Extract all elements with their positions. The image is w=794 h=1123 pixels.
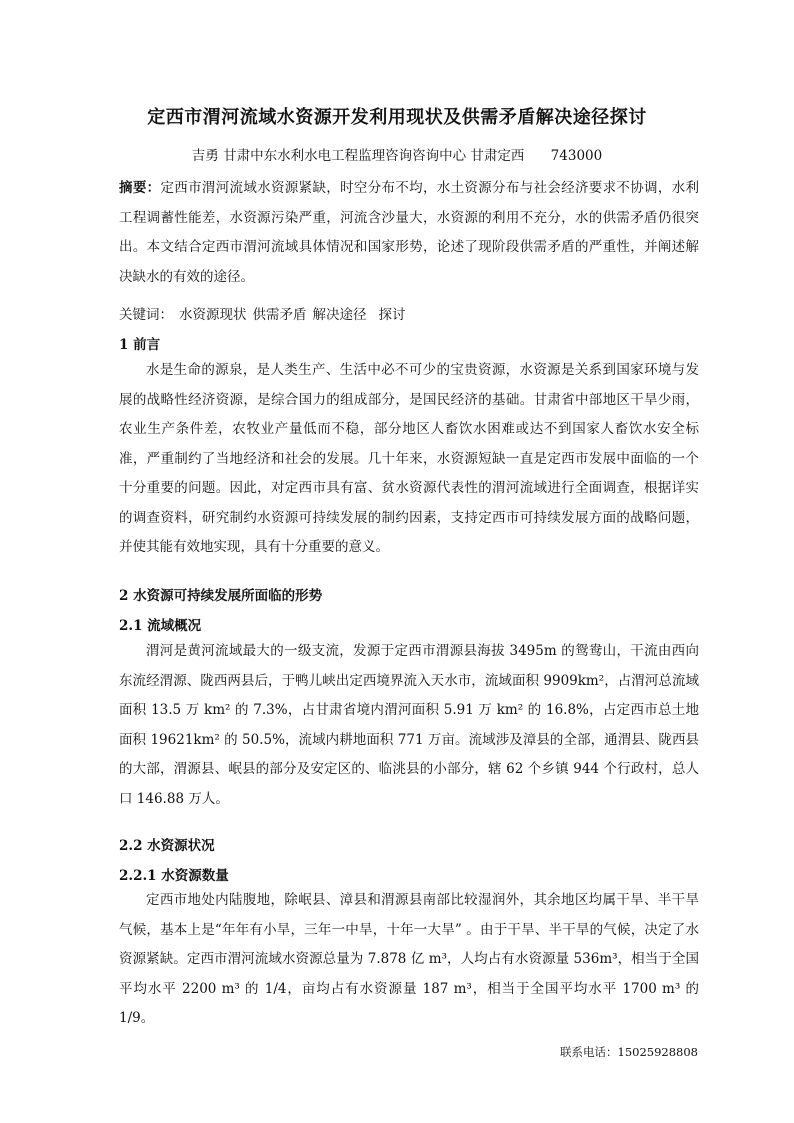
paragraph: 渭河是黄河流域最大的一级支流，发源于定西市渭源县海拔 3495m 的鸳鸯山，干流由西向东流经渭源、陇西两县后，于鸭儿峡出定西境界流入天水市，流域面积 9909km²，占渭河总流域面积 13.5 万 km² 的 7.3%，占甘肃省境内渭河面积 5.91 万 km² 的 16.8%，占定西市总土地面积 19621km² 的 50.5%，流域内耕地面积 771 万亩。流域涉及漳县的全部，通渭县、陇西县的大部，渭源县、岷县的部分及安定区的、临洮县的小部分，辖 62 个乡镇 944 个行政村，总人口 146.88 万人。 bbox=[119, 643, 699, 807]
section-2-2-1-body bbox=[119, 886, 699, 1034]
section-heading-2-2: 2.2 水资源状况 bbox=[119, 838, 215, 854]
section-heading-2-2-1: 2.2.1 水资源数量 bbox=[119, 868, 229, 884]
abstract-text: 定西市渭河流域水资源紧缺，时空分布不均，水土资源分布与社会经济要求不协调，水利工程调蓄性能差，水资源污染严重，河流含沙量大，水资源的利用不充分，水的供需矛盾仍很突出。本文结合定西市渭河流域具体情况和国家形势，论述了现阶段供需矛盾的严重性，并阐述解决缺水的有效的途径。 bbox=[119, 180, 700, 285]
author-location: 甘肃定西 bbox=[470, 148, 525, 164]
keyword-item: 供需矛盾 bbox=[252, 307, 307, 323]
author-postcode: 743000 bbox=[550, 148, 603, 164]
contact-phone: 联系电话：15025928808 bbox=[560, 1045, 698, 1059]
abstract-label: 摘要： bbox=[119, 180, 161, 196]
keyword-item: 解决途径 bbox=[312, 307, 367, 323]
author-byline bbox=[0, 144, 794, 164]
section-heading-1: 1 前言 bbox=[119, 337, 161, 353]
paragraph: 水是生命的源泉，是人类生产、生活中必不可少的宝贵资源，水资源是关系到国家环境与发展的战略性经济资源，是综合国力的组成部分，是国民经济的基础。甘肃省中部地区干旱少雨，农业生产条件差，农牧业产量低而不稳，部分地区人畜饮水困难或达不到国家人畜饮水安全标准，严重制约了当地经济和社会的发展。几十年来，水资源短缺一直是定西市发展中面临的一个十分重要的问题。因此，对定西市具有富、贫水资源代表性的渭河流域进行全面调查，根据详实的调查资料，研究制约水资源可持续发展的制约因素，支持定西市可持续发展方面的战略问题，并使其能有效地实现，具有十分重要的意义。 bbox=[119, 362, 699, 555]
section-1-body bbox=[119, 356, 699, 563]
keyword-item: 水资源现状 bbox=[179, 307, 247, 323]
keyword-item: 探讨 bbox=[378, 307, 406, 323]
paper-title: 定西市渭河流域水资源开发利用现状及供需矛盾解决途径探讨 bbox=[147, 107, 647, 128]
keywords bbox=[119, 303, 406, 323]
author-name: 吉勇 bbox=[191, 148, 219, 164]
abstract bbox=[119, 174, 699, 292]
section-2-1-body bbox=[119, 637, 699, 814]
keywords-label: 关键词： bbox=[119, 307, 173, 323]
section-heading-2-1: 2.1 流域概况 bbox=[119, 618, 202, 634]
author-affiliation: 甘肃中东水利水电工程监理咨询咨询中心 bbox=[223, 148, 467, 164]
section-heading-2: 2 水资源可持续发展所面临的形势 bbox=[119, 588, 323, 604]
paragraph: 定西市地处内陆腹地，除岷县、漳县和渭源县南部比较湿润外，其余地区均属干旱、半干旱气候，基本上是“年年有小旱，三年一中旱，十年一大旱” 。由于干旱、半干旱的气候，决定了水资源紧缺。定西市渭河流域水资源总量为 7.878 亿 m³，人均占有水资源量 536m³，相当于全国平均水平 2200 m³ 的 1/4，亩均占有水资源量 187 m³，相当于全国平均水平 1700 m³ 的 1/9。 bbox=[119, 892, 699, 1026]
